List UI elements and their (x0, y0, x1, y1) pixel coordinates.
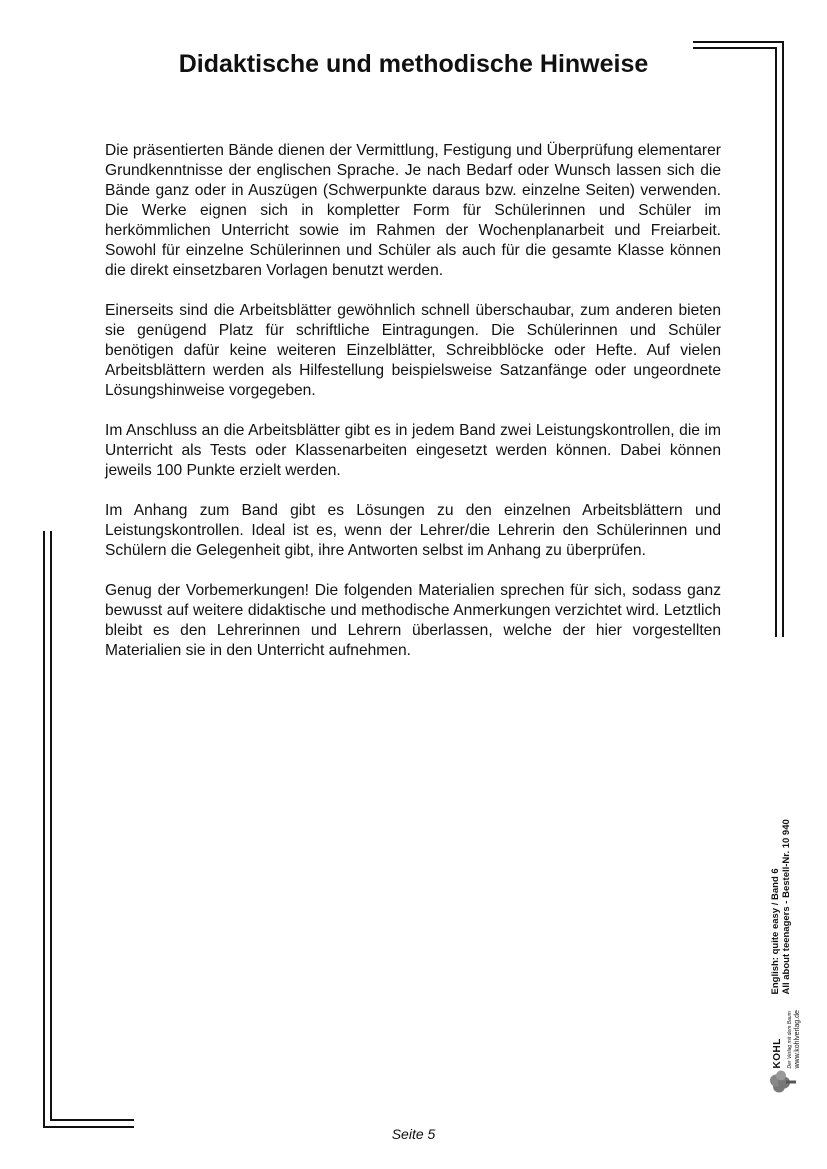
page-title: Didaktische und methodische Hinweise (178, 50, 649, 78)
logo-slogan: Der Verlag mit dem Baum (787, 1011, 793, 1069)
paragraph: Im Anschluss an die Arbeitsblätter gibt es in jedem Band zwei Leistungskontrollen, die im Unterricht als Tests oder Klassenarbeiten eingesetzt werden können. Dabei können jeweils 100 Punkte erzielt werden. (105, 422, 721, 479)
frame-bottom-left-outer-v (43, 531, 45, 1128)
paragraph: Im Anhang zum Band gibt es Lösungen zu den einzelnen Arbeitsblättern und Leistungskontrollen. Ideal ist es, wenn der Lehrer/die Lehrerin den Schülerinnen und Schülern die Gelegenheit gibt, ihre Antworten selbst im Anhang zu überprüfen. (105, 502, 721, 559)
side-imprint (730, 820, 800, 1095)
frame-bottom-left-inner-v (50, 531, 52, 1121)
frame-top-right-outer-v (782, 41, 784, 637)
page-number: Seite 5 (391, 1126, 436, 1142)
frame-bottom-left-inner-h (50, 1119, 134, 1121)
paragraph: Die präsentierten Bände dienen der Vermittlung, Festigung und Überprüfung elementarer Grundkenntnisse der englischen Sprache. Je nach Bedarf oder Wunsch lassen sich die Bände ganz oder in Auszügen (Schwerpunkte daraus bzw. einzelne Seiten) verwenden. Die Werke eignen sich in kompletter Form für Schülerinnen und Schüler im herkömmlichen Unterricht sowie im Rahmen der Wochenplanarbeit und Freiarbeit. Sowohl für einzelne Schülerinnen und Schüler als auch für die gesamte Klasse können die direkt einsetzbaren Vorlagen benutzt werden. (105, 142, 721, 279)
imprint-line-2: All about teenagers - Bestell-Nr. 10 940 (781, 819, 792, 995)
imprint-line-1: English: quite easy / Band 6 (770, 868, 781, 995)
frame-top-right-inner-h (693, 47, 777, 49)
frame-top-right-outer-h (693, 41, 784, 43)
paragraph: Einerseits sind die Arbeitsblätter gewöhnlich schnell überschaubar, zum anderen bieten sie genügend Platz für schriftliche Eintragungen. Die Schülerinnen und Schüler benötigen dafür keine weiteren Einzelblätter, Schreibblöcke oder Hefte. Auf vielen Arbeitsblättern werden als Hilfestellung beispielsweise Satzanfänge oder ungeordnete Lösungshinweise vorgegeben. (105, 302, 721, 399)
publisher-website: www.kohlverlag.de (794, 1010, 801, 1069)
paragraph: Genug der Vorbemerkungen! Die folgenden Materialien sprechen für sich, sodass ganz bewusst auf weitere didaktische und methodische Anmerkungen verzichtet wird. Letztlich bleibt es den Lehrerinnen und Lehrern überlassen, welche der hier vorgestellten Materialien sie in den Unterricht aufnehmen. (105, 582, 721, 659)
body-text (105, 141, 721, 681)
frame-top-right-inner-v (775, 47, 777, 637)
logo-text: KOHL (772, 1038, 783, 1069)
